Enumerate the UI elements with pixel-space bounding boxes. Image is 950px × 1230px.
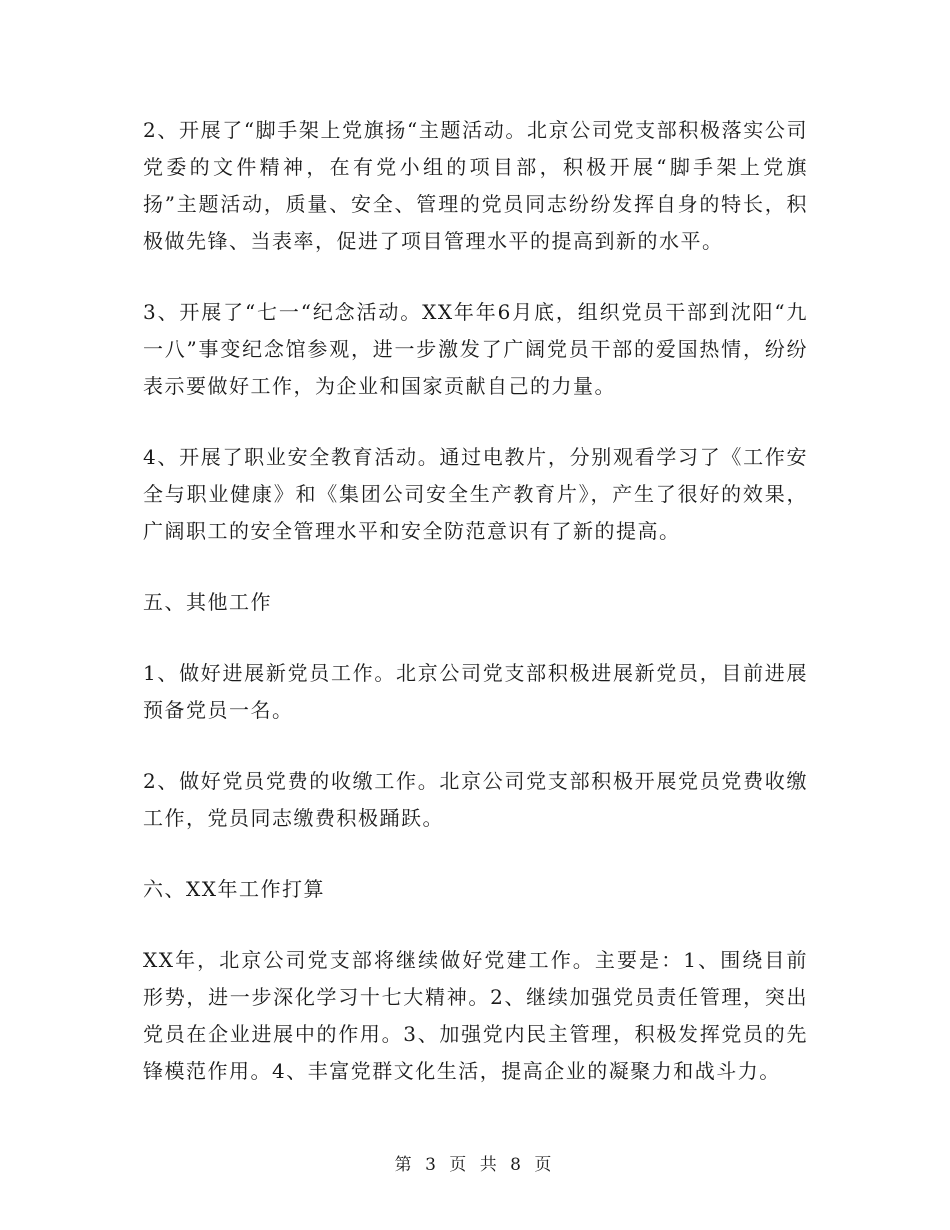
paragraph-activity-4: 4、开展了职业安全教育活动。通过电教片，分别观看学习了《工作安全与职业健康》和《集团公司安全生产教育片》，产生了很好的效果，广阔职工的安全管理水平和安全防范意识有了新的提高。 [143, 445, 808, 543]
section-heading-other-work: 五、其他工作 [143, 590, 272, 614]
paragraph-activity-3: 3、开展了“七一“纪念活动。XX年年6月底，组织党员干部到沈阳“九一八”事变纪念馆参观，进一步激发了广阔党员干部的爱国热情，纷纷表示要做好工作，为企业和国家贡献自己的力量。 [143, 300, 808, 398]
paragraph-other-1: 1、做好进展新党员工作。北京公司党支部积极进展新党员，目前进展预备党员一名。 [143, 661, 808, 722]
page-number-footer: 第 3 页 共 8 页 [394, 1155, 556, 1175]
section-heading-work-plan: 六、XX年工作打算 [143, 877, 325, 901]
paragraph-other-2: 2、做好党员党费的收缴工作。北京公司党支部积极开展党员党费收缴工作，党员同志缴费积极踊跃。 [143, 769, 808, 830]
paragraph-activity-2: 2、开展了“脚手架上党旗扬“主题活动。北京公司党支部积极落实公司党委的文件精神，在有党小组的项目部，积极开展“脚手架上党旗扬”主题活动，质量、安全、管理的党员同志纷纷发挥自身的特长，积极做先锋、当表率，促进了项目管理水平的提高到新的水平。 [143, 118, 808, 253]
document-body [143, 112, 808, 1124]
paragraph-work-plan: XX年，北京公司党支部将继续做好党建工作。主要是：1、围绕目前形势，进一步深化学习十七大精神。2、继续加强党员责任管理，突出党员在企业进展中的作用。3、加强党内民主管理，积极发挥党员的先锋模范作用。4、丰富党群文化生活，提高企业的凝聚力和战斗力。 [143, 948, 808, 1083]
